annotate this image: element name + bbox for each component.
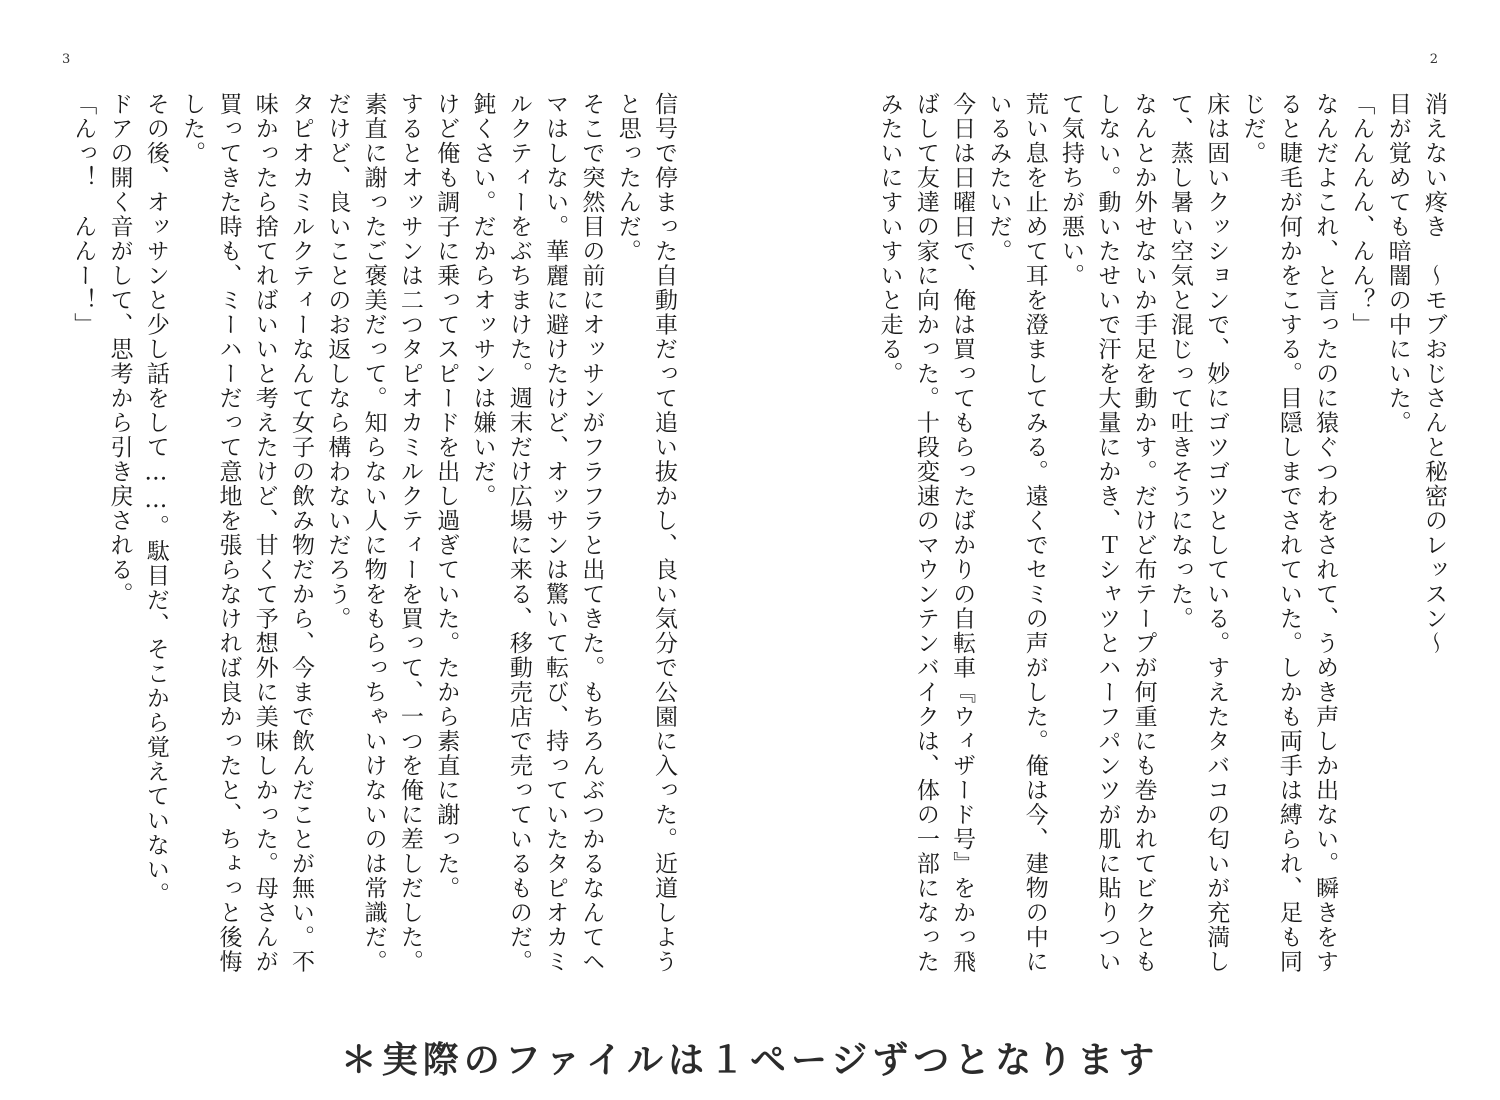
left-page-text: [62, 92, 682, 992]
paragraph: 荒い息を止めて耳を澄ましてみる。遠くでセミの声がした。俺は今、建物の中にいるみたいだ。: [985, 92, 1048, 974]
paragraph: なんとか外せないか手足を動かす。だけど布テープが何重にも巻かれてビクともしない。動いたせいで汗を大量にかき、Ｔシャツとハーフパンツが肌に貼りついて気持ちが悪い。: [1058, 92, 1157, 974]
paragraph: 「んんんん、んん？」: [1348, 92, 1375, 337]
page-number-right: 2: [1429, 52, 1438, 67]
paragraph: なんだよこれ、と言ったのに猿ぐつわをされて、うめき声しか出ない。瞬きをすると睫毛が何かをこする。目隠しまでされていた。しかも両手は縛られ、足も同じだ。: [1239, 92, 1339, 974]
paragraph: そこで突然目の前にオッサンがフラフラと出てきた。もちろんぶつかるなんてヘマはしない。華麗に避けたけど、オッサンは驚いて転び、持っていたタピオカミルクティーをぶちまけた。週末だけ広場に来る、移動売店で売っているものだ。: [505, 92, 605, 974]
paragraph: 信号で停まった自動車だって追い抜かし、良い気分で公園に入った。近道しようと思ったんだ。: [614, 92, 677, 974]
paragraph: 鈍くさい。だからオッサンは嫌いだ。: [469, 92, 496, 509]
paragraph: 「んっ！ んんー！」: [70, 92, 97, 337]
paragraph: 目が覚めても暗闇の中にいた。: [1384, 92, 1411, 435]
story-title: 消えない疼き ～モブおじさんと秘密のレッスン～: [1421, 92, 1447, 656]
paragraph: タピオカミルクティーなんて女子の飲み物だから、今まで飲んだことが無い。不味かったら捨てればいいと考えたけど、甘くて予想外に美味しかった。母さんが買ってきた時も、ミーハーだって意地を張らなければ良かったと、ちょっと後悔した。: [179, 92, 315, 974]
paragraph: 今日は日曜日で、俺は買ってもらったばかりの自転車『ウィザード号』をかっ飛ばして友達の家に向かった。十段変速のマウンテンバイクは、体の一部になったみたいにすいすいと走る。: [876, 92, 976, 974]
footer-note: ＊実際のファイルは１ページずつとなります: [340, 1040, 1160, 1081]
paragraph: その後、オッサンと少し話をして……。駄目だ、そこから覚えていない。: [142, 92, 169, 907]
paragraph: けど俺も調子に乗ってスピードを出し過ぎていた。たから素直に謝った。: [433, 92, 460, 901]
paragraph: ドアの開く音がして、思考から引き戻される。: [106, 92, 133, 607]
paragraph: 床は固いクッションで、妙にゴツゴツとしている。すえたタバコの匂いが充満して、蒸し暑い空気と混じって吐きそうになった。: [1166, 92, 1230, 974]
right-page-text: [852, 92, 1452, 992]
left-page: [0, 0, 750, 1020]
right-page: [750, 0, 1500, 1020]
paragraph: するとオッサンは二つタピオカミルクティーを買って、一つを俺に差しだした。素直に謝ったご褒美だって。知らない人に物をもらっちゃいけないのは常識だ。だけど、良いことのお返しなら構わないだろう。: [324, 92, 423, 974]
page-number-left: 3: [62, 52, 71, 67]
